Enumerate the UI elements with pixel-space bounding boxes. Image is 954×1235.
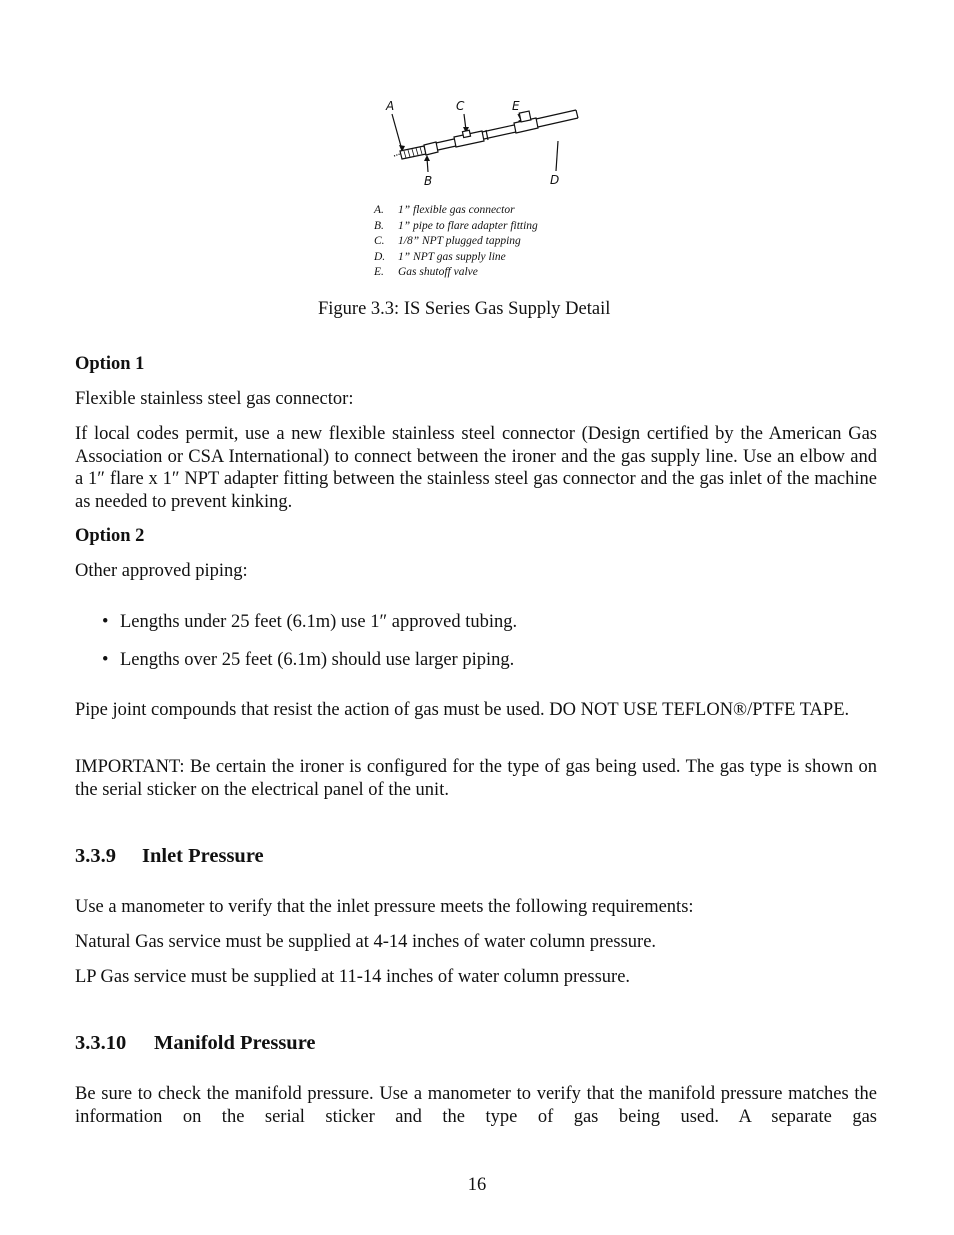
legend-text: 1/8” NPT plugged tapping [398,235,521,247]
legend-key: A. [374,204,384,216]
adapter-fitting [424,142,438,155]
legend-text: Gas shutoff valve [398,266,478,278]
option1-body: If local codes permit, use a new flexible stainless steel connector (Design certified by the American Gas Association or CSA International) to connect between the ironer and the gas supply line. Use an elbow and a 1″ flare x 1″ NPT adapter fitting between the stainless steel gas connector and the gas inlet of the machine as needed to prevent kinking. [75,424,877,512]
bullet-list-2 [120,649,514,672]
label-e: E [512,99,520,113]
callout-line-d [556,141,558,171]
option2-heading: Option 2 [75,526,145,546]
valve-handle [519,111,531,122]
section-title: Inlet Pressure [142,845,264,867]
manifold-paragraph-1: Be sure to check the manifold pressure. Use a manometer to verify that the manifold pressure matches the information on the serial sticker and the type of gas being used. A separate gas [75,1084,877,1127]
flexible-connector [394,146,426,159]
legend-item [374,250,538,266]
gas-supply-diagram [380,96,590,196]
label-a: A [386,99,395,113]
option2-intro: Other approved piping: [75,561,248,581]
legend-item [374,234,538,250]
callout-line-a [392,114,402,150]
inlet-paragraph-3: LP Gas service must be supplied at 11-14 inches of water column pressure. [75,967,631,987]
legend-key: B. [374,219,384,232]
legend-item [374,219,538,235]
legend-key: E. [374,266,384,278]
label-c: C [456,99,465,113]
list-item: • Lengths under 25 feet (6.1m) use 1″ approved tubing. [120,611,517,634]
page-number: 16 [467,1175,487,1195]
gas-supply-line [536,110,578,127]
legend-item [374,265,538,281]
option1-heading: Option 1 [75,354,145,374]
inlet-paragraph-2: Natural Gas service must be supplied at 4-14 inches of water column pressure. [75,932,657,952]
plugged-tapping [462,130,470,137]
figure-legend [374,203,538,281]
section-manifold-heading [75,1032,316,1055]
section-number: 3.3.9 [75,845,116,867]
figure-caption: Figure 3.3: IS Series Gas Supply Detail [318,299,611,319]
bullet-list [120,611,517,634]
label-d: D [550,173,560,187]
inlet-paragraph-1: Use a manometer to verify that the inlet pressure meets the following requirements: [75,897,694,917]
legend-key: C. [374,235,385,247]
important-note: IMPORTANT: Be certain the ironer is configured for the type of gas being used. The gas type is shown on the serial sticker on the electrical panel of the unit. [75,757,877,800]
section-title: Manifold Pressure [154,1032,316,1054]
legend-key: D. [374,250,386,263]
legend-item [374,203,538,219]
legend-text: 1” NPT gas supply line [398,250,506,263]
option1-intro: Flexible stainless steel gas connector: [75,389,354,409]
pipe-compound-note: Pipe joint compounds that resist the action of gas must be used. DO NOT USE TEFLON®/PTFE TAPE. [75,700,850,720]
legend-text: 1” pipe to flare adapter fitting [398,219,538,232]
section-inlet-heading [75,845,264,868]
section-number: 3.3.10 [75,1032,127,1054]
legend-text: 1” flexible gas connector [398,204,515,216]
label-b: B [424,174,433,188]
list-item: • Lengths over 25 feet (6.1m) should use larger piping. [120,649,514,672]
